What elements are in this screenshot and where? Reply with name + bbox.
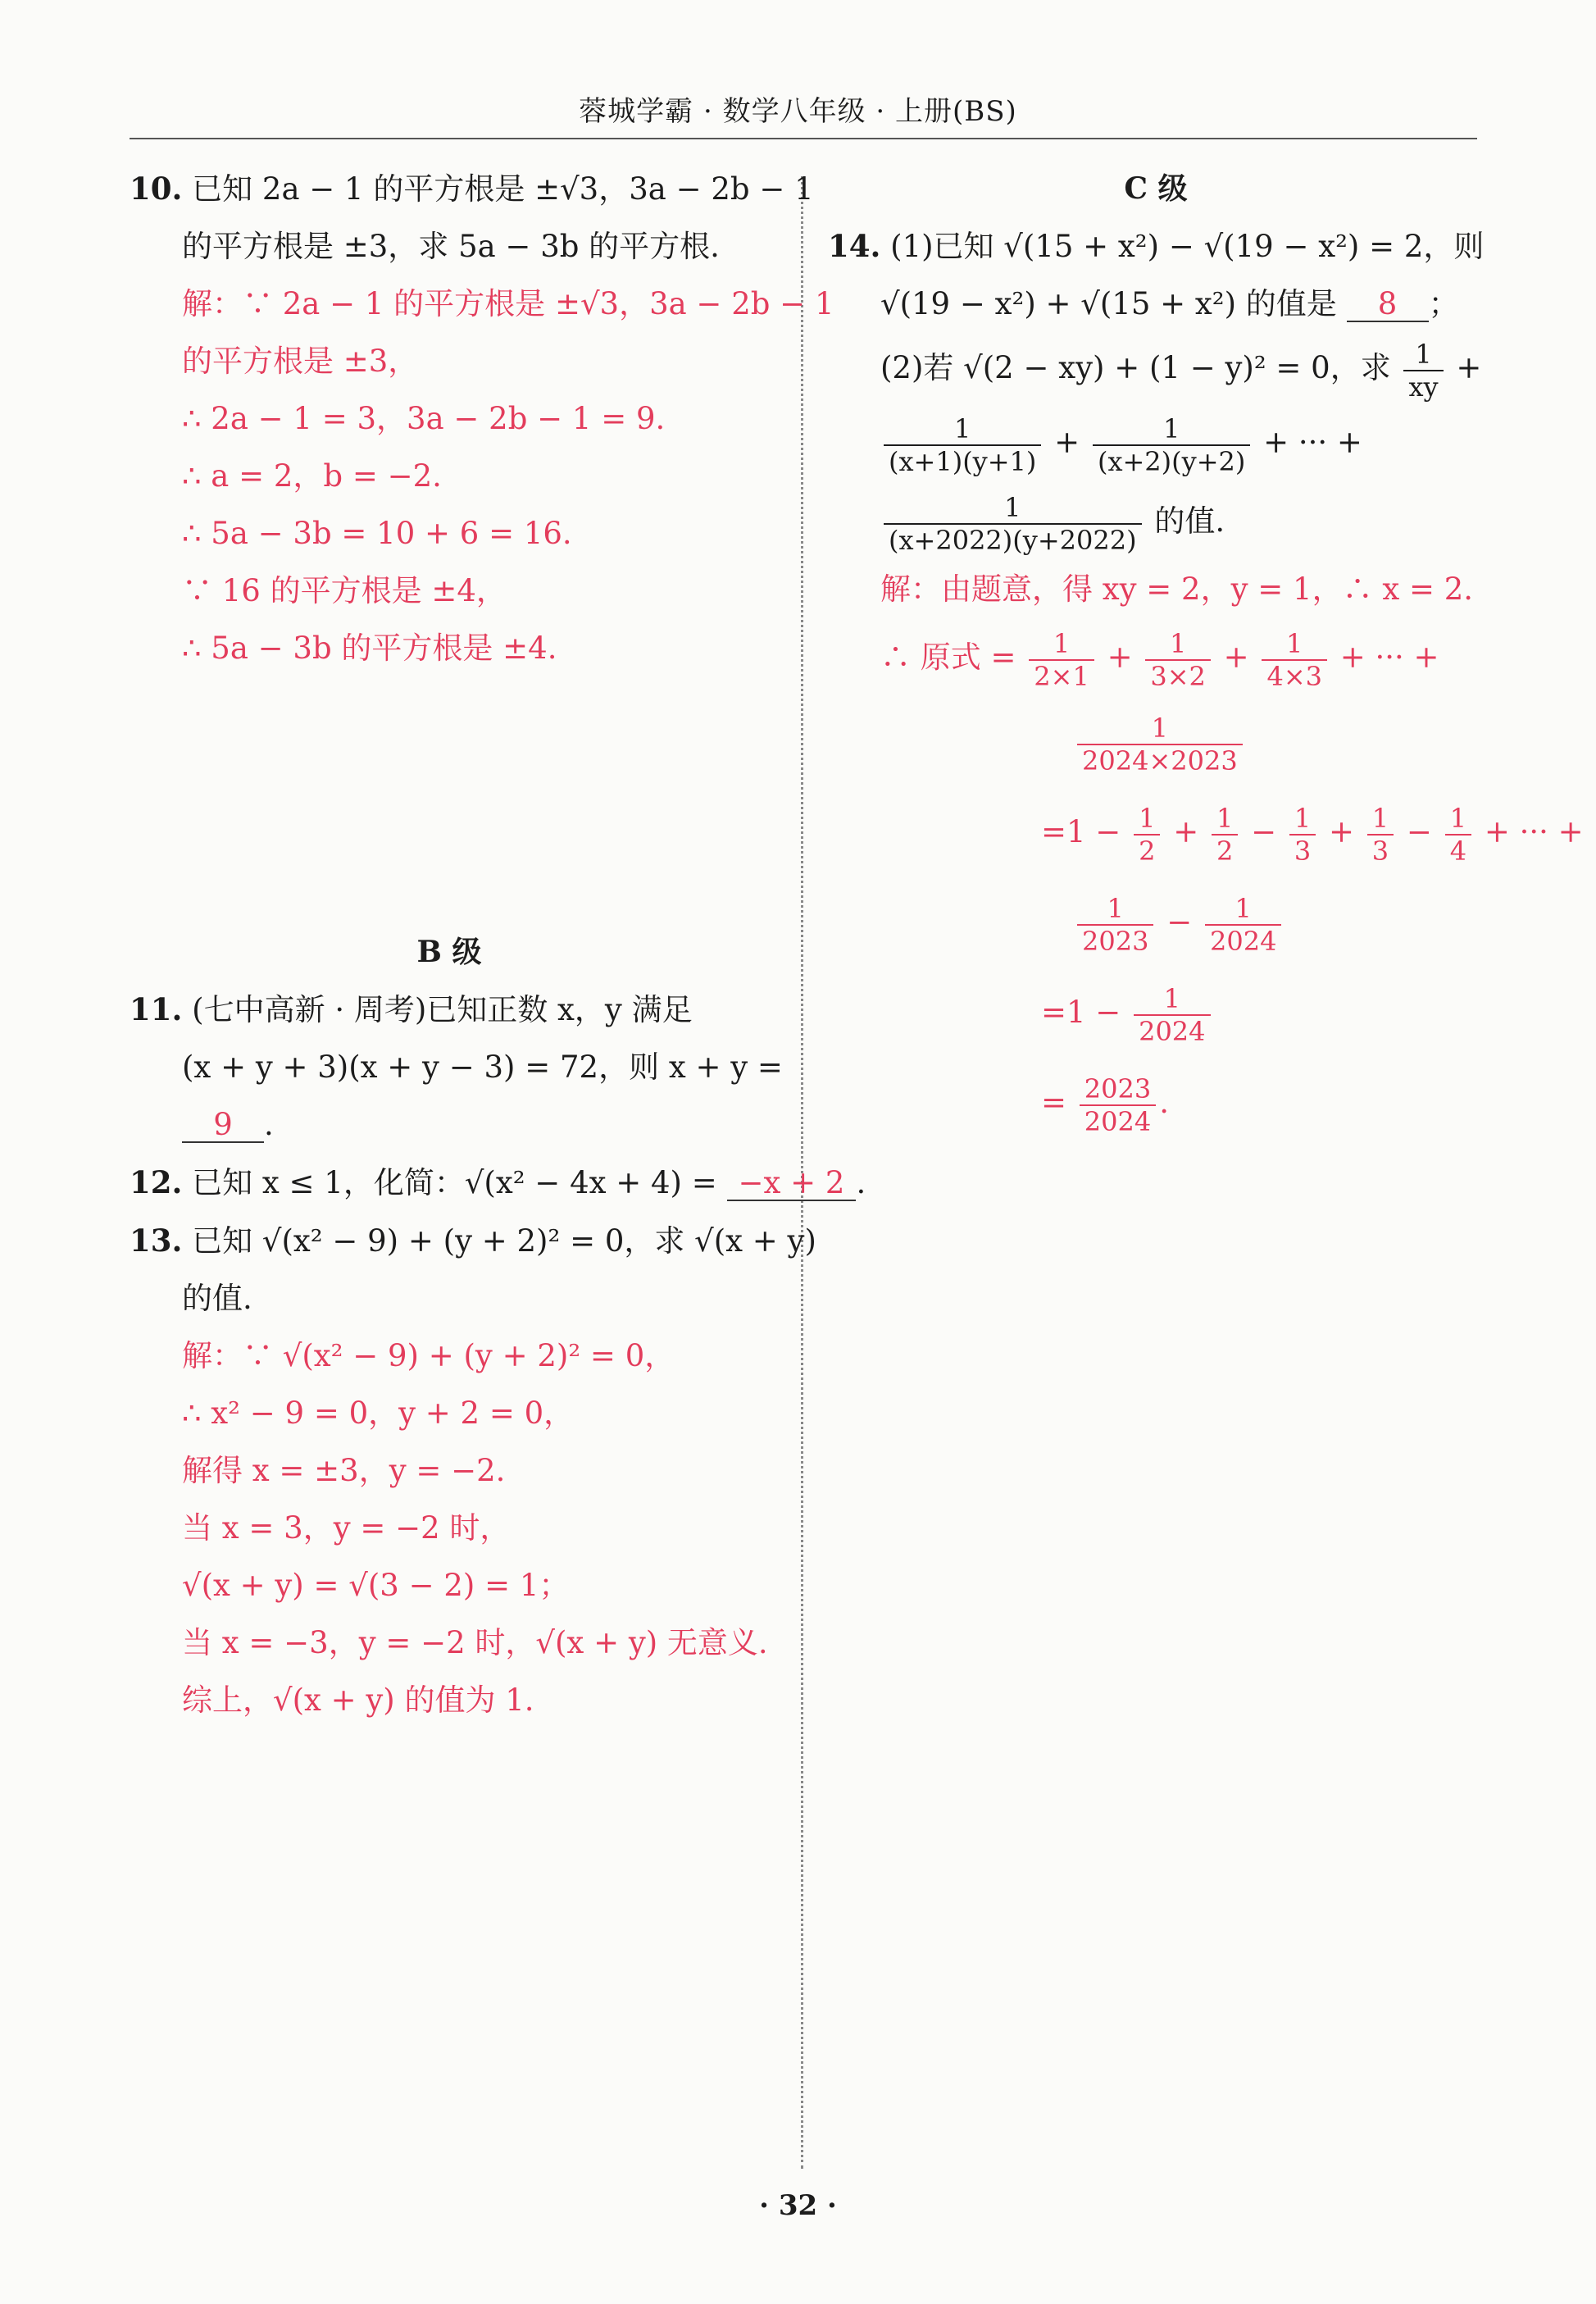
fraction: $\frac{1}{2024}$ xyxy=(1205,893,1281,957)
answer-line: 解：∵ 2a − 1 的平方根是 ±√3，3a − 2b − 1 xyxy=(182,286,834,321)
fraction: $\frac{1}{2024\times 2023}$ xyxy=(1077,713,1243,776)
fraction: $\frac{1}{3\times 2}$ xyxy=(1145,628,1211,692)
answer-line: ∴ 原式 = $\frac{1}{2\times 1}$ + $\frac{1}{3\times 2}$ + $\frac{1}{4\times 3}$ + ··· + xyxy=(880,627,1439,692)
header-rule xyxy=(130,138,1477,139)
level-b-heading: B 级 xyxy=(416,935,482,969)
question-10 xyxy=(130,160,834,677)
question-number: 13. xyxy=(130,1223,183,1259)
fraction: $\frac{1}{2}$ xyxy=(1212,803,1238,867)
answer-blank[interactable] xyxy=(1347,288,1429,322)
question-text: 已知 √(x² − 9) + (y + 2)² = 0，求 √(x + y) xyxy=(192,1223,816,1259)
question-number: 14. xyxy=(828,228,881,264)
fraction: $\frac{1}{3}$ xyxy=(1289,803,1316,867)
question-text: 的值. xyxy=(182,1281,252,1316)
answer-line: $\frac{1}{2023}$ − $\frac{1}{2024}$ xyxy=(828,877,1484,968)
question-number: 10. xyxy=(130,171,183,207)
fraction: $\frac{1}{(x+2022)(y+2022)}$ xyxy=(884,492,1142,556)
fraction: $\frac{1}{3}$ xyxy=(1367,803,1394,867)
question-12 xyxy=(130,1154,866,1212)
question-13 xyxy=(130,1212,816,1729)
answer-blank[interactable] xyxy=(182,1109,264,1143)
punctuation: . xyxy=(264,1107,274,1142)
question-text: (2)若 √(2 − xy) + (1 − y)² = 0，求 xyxy=(880,350,1391,385)
question-number: 12. xyxy=(130,1164,183,1200)
blank-answer: 9 xyxy=(213,1107,233,1142)
fraction: $\frac{1}{xy}$ xyxy=(1403,339,1443,403)
page-number: · 32 · xyxy=(759,2189,837,2222)
fraction: $\frac{1}{(x+2)(y+2)}$ xyxy=(1093,413,1250,477)
question-11 xyxy=(130,981,783,1154)
question-text: √(19 − x²) + √(15 + x²) 的值是 xyxy=(880,286,1337,321)
answer-line: = $\frac{2023}{2024}$ . xyxy=(1041,1072,1169,1137)
answer-block xyxy=(828,561,1584,1148)
fraction: $\frac{1}{4}$ xyxy=(1445,803,1471,867)
answer-blank[interactable] xyxy=(727,1167,857,1201)
answer-line: 解得 x = ±3，y = −2. xyxy=(182,1453,506,1488)
fraction: $\frac{2023}{2024}$ xyxy=(1080,1073,1156,1137)
question-text: (七中高新 · 周考)已知正数 x，y 满足 xyxy=(192,992,693,1027)
question-text: 已知 x ≤ 1，化简：√(x² − 4x + 4) = xyxy=(192,1165,717,1200)
punctuation: . xyxy=(856,1165,866,1200)
question-text: 的平方根是 ±3，求 5a − 3b 的平方根. xyxy=(182,229,720,264)
question-14: 14. (1)已知 √(15 + x²) − √(19 − x²) = 2，则 √(19 − x²) + √(15 + x²) 的值是 8 ； (2)若 √(2 − xy) + (1 − y)² = 0，求 $\frac{1}{xy}$ + $\frac{1}{(x+1)(y+1)}$ + $\frac{1}{(x+2)(y+2)}$ + ··· + $\frac{1}{(x+2022)(y+2022)}$ 的值. 解：由题意，得 xy = 2，y = 1，∴ x = 2. ∴ 原式 = $\frac{1}{2\times 1}$ + $\frac{1}{3\times 2}$ + $\frac{1}{4\times 3}$ + ··· + $\frac{1}{2024\times 2023}$ =1 − $\frac{1}{2}$ + $\frac{1}{2}$ − $\frac{1}{3}$ + $\frac{1}{3}$ − $\frac{1}{4}$ + ··· + $\frac{1}{2023}$ − $\frac{1}{2024}$ =1 − $\frac{1}{2024}$ = $\frac{2023}{2024}$ . xyxy=(828,217,1484,1148)
fraction: $\frac{1}{2024}$ xyxy=(1134,983,1210,1047)
answer-line: ∴ a = 2，b = −2. xyxy=(182,458,442,494)
fraction: $\frac{1}{4\times 3}$ xyxy=(1262,628,1327,692)
question-text: (1)已知 √(15 + x²) − √(19 − x²) = 2，则 xyxy=(890,229,1485,264)
answer-line: 解：∵ √(x² − 9) + (y + 2)² = 0， xyxy=(182,1338,675,1373)
level-c-heading: C 级 xyxy=(1124,171,1188,206)
blank-answer: 8 xyxy=(1377,286,1398,321)
blank-answer: −x + 2 xyxy=(738,1165,845,1200)
question-text: 已知 2a − 1 的平方根是 ±√3，3a − 2b − 1 xyxy=(192,171,814,207)
fraction: $\frac{1}{2023}$ xyxy=(1077,893,1153,957)
answer-line: 的平方根是 ±3， xyxy=(182,344,419,379)
answer-line: ∴ 5a − 3b = 10 + 6 = 16. xyxy=(182,516,572,551)
fraction: $\frac{1}{2}$ xyxy=(1134,803,1160,867)
answer-line: 当 x = −3，y = −2 时，√(x + y) 无意义. xyxy=(182,1625,768,1660)
answer-line: =1 − $\frac{1}{2024}$ xyxy=(828,968,1484,1058)
answer-line: ∵ 16 的平方根是 ±4， xyxy=(182,573,507,608)
question-text: (x + y + 3)(x + y − 3) = 72，则 x + y = xyxy=(182,1050,783,1085)
answer-line: ∴ 5a − 3b 的平方根是 ±4. xyxy=(182,631,557,666)
answer-line: 综上，√(x + y) 的值为 1. xyxy=(182,1682,534,1718)
answer-line: 当 x = 3，y = −2 时， xyxy=(182,1510,511,1546)
blank-space xyxy=(130,677,769,923)
answer-block xyxy=(130,1327,769,1729)
fraction: $\frac{1}{2\times 1}$ xyxy=(1029,628,1094,692)
answer-line: 解：由题意，得 xy = 2，y = 1，∴ x = 2. xyxy=(880,571,1474,607)
question-number: 11. xyxy=(130,991,183,1027)
answer-line: ∴ x² − 9 = 0，y + 2 = 0， xyxy=(182,1396,575,1431)
fraction: $\frac{1}{(x+1)(y+1)}$ xyxy=(884,413,1041,477)
answer-line: ∴ 2a − 1 = 3，3a − 2b − 1 = 9. xyxy=(182,401,666,436)
answer-block xyxy=(130,275,834,677)
answer-line: =1 − $\frac{1}{2}$ + $\frac{1}{2}$ − $\frac{1}{3}$ + $\frac{1}{3}$ − $\frac{1}{4}$ + ··· + xyxy=(1041,802,1584,867)
answer-line xyxy=(828,697,1484,787)
answer-line: √(x + y) = √(3 − 2) = 1； xyxy=(182,1568,570,1603)
right-column xyxy=(828,160,1584,1148)
page-header: 蓉城学霸 · 数学八年级 · 上册(BS) xyxy=(579,95,1017,128)
punctuation: ； xyxy=(1428,286,1459,321)
